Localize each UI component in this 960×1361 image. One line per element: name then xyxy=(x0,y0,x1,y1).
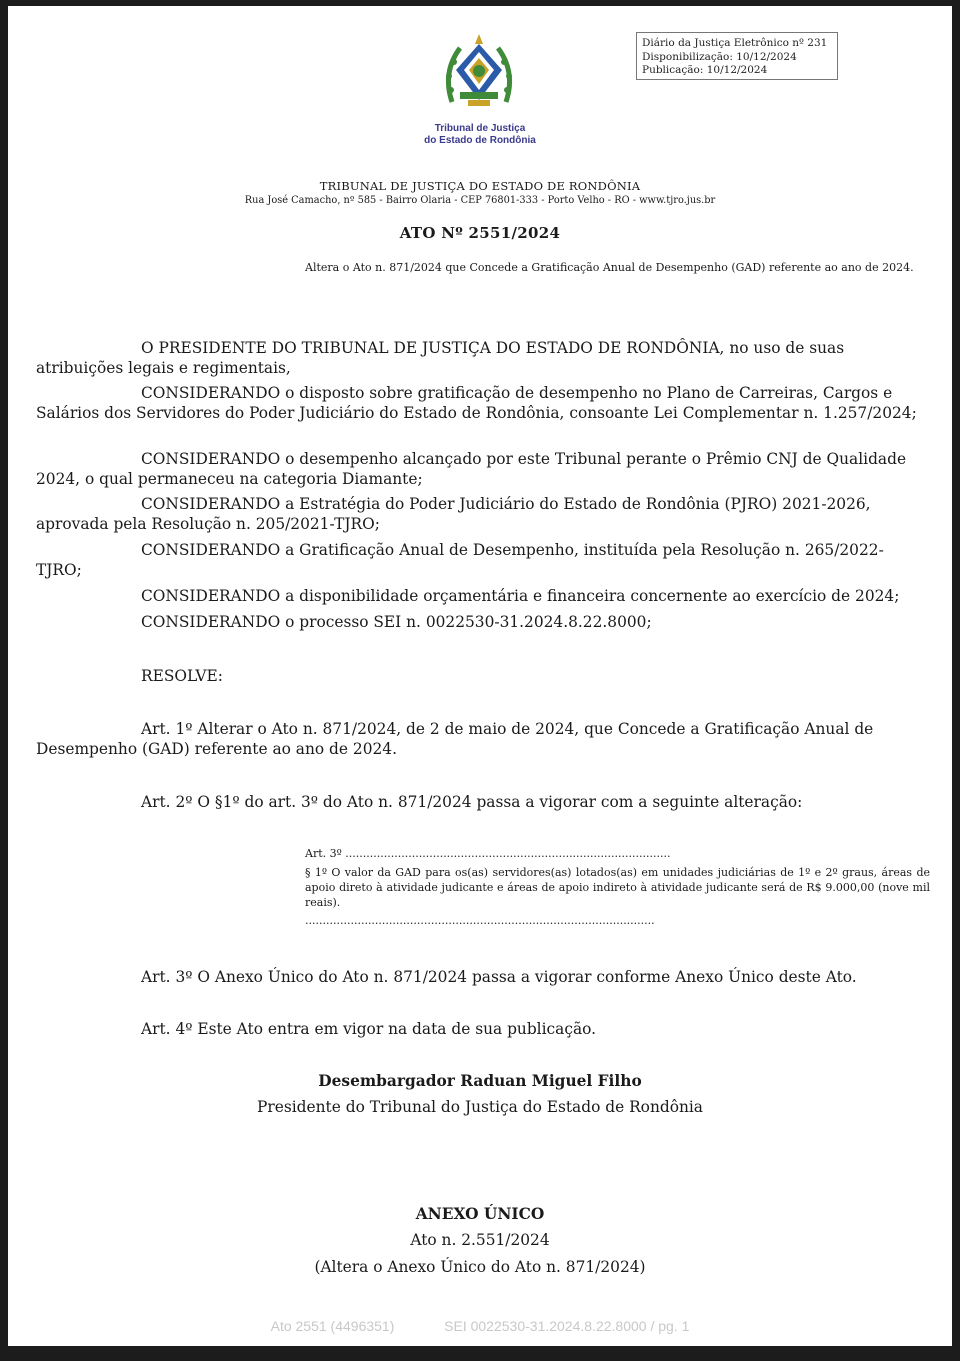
institution-name: TRIBUNAL DE JUSTIÇA DO ESTADO DE RONDÔNIA xyxy=(319,179,641,193)
article-2: Art. 2º O §1º do art. 3º do Ato n. 871/2024 passa a vigorar com a seguinte alteração: xyxy=(141,793,803,811)
document-page xyxy=(8,6,952,1346)
considerando-budget: CONSIDERANDO a disponibilidade orçamentária e financeira concernente ao exercício de 2024; xyxy=(141,587,900,605)
annex-description: (Altera o Anexo Único do Ato n. 871/2024) xyxy=(314,1258,646,1276)
page-footer xyxy=(8,1318,952,1334)
act-summary: Altera o Ato n. 871/2024 que Concede a Gratificação Anual de Desempenho (GAD) referente ao ano de 2024. xyxy=(305,261,914,274)
stamp-journal: Diário da Justiça Eletrônico nº 231 xyxy=(642,37,828,49)
considerando-sei-process: CONSIDERANDO o processo SEI n. 0022530-31.2024.8.22.8000; xyxy=(141,613,652,631)
paragraph-first-line: CONSIDERANDO o disposto sobre gratificação de desempenho no Plano de Carreiras, Cargos e xyxy=(141,384,893,402)
quoted-article-heading: Art. 3º ............................................................................................. xyxy=(305,847,671,860)
paragraph-rest: Salários dos Servidores do Poder Judiciário do Estado de Rondônia, consoante Lei Complementar n. 1.257/2024; xyxy=(36,404,917,422)
institution-address: Rua José Camacho, nº 585 - Bairro Olaria - CEP 76801-333 - Porto Velho - RO - www.tjro.jus.br xyxy=(244,195,716,206)
stamp-availability: Disponibilização: 10/12/2024 xyxy=(642,50,797,63)
quoted-ellipsis: .................................................................................................... xyxy=(305,914,655,927)
footer-document-id: Ato 2551 (4496351) xyxy=(270,1318,395,1334)
act-title: ATO Nº 2551/2024 xyxy=(399,224,561,242)
article-1 xyxy=(36,719,923,759)
considerando-strategy xyxy=(36,494,923,534)
quoted-amendment xyxy=(305,846,930,928)
logo-line-2: do Estado de Rondônia xyxy=(424,135,536,146)
paragraph-first-line: O PRESIDENTE DO TRIBUNAL DE JUSTIÇA DO ESTADO DE RONDÔNIA, no uso de suas xyxy=(141,339,845,357)
court-coat-of-arms-logo xyxy=(438,32,520,114)
footer-sei-page: SEI 0022530-31.2024.8.22.8000 / pg. 1 xyxy=(444,1318,690,1334)
paragraph-rest: atribuições legais e regimentais, xyxy=(36,359,291,377)
paragraph-first-line: Art. 1º Alterar o Ato n. 871/2024, de 2 de maio de 2024, que Concede a Gratificação Anual de xyxy=(141,720,874,738)
court-logo-text xyxy=(388,123,572,147)
preamble-president xyxy=(36,338,923,378)
paragraph-first-line: CONSIDERANDO a Gratificação Anual de Desempenho, instituída pela Resolução n. 265/2022- xyxy=(141,541,884,559)
annex-act-number: Ato n. 2.551/2024 xyxy=(410,1231,550,1249)
publication-stamp xyxy=(636,32,838,80)
annex-title: ANEXO ÚNICO xyxy=(415,1205,545,1223)
stamp-publication: Publicação: 10/12/2024 xyxy=(642,64,768,76)
paragraph-rest: aprovada pela Resolução n. 205/2021-TJRO; xyxy=(36,515,380,533)
resolve-heading: RESOLVE: xyxy=(141,667,223,685)
paragraph-first-line: CONSIDERANDO a Estratégia do Poder Judiciário do Estado de Rondônia (PJRO) 2021-2026, xyxy=(141,495,871,513)
considerando-gad xyxy=(36,540,923,580)
logo-line-1: Tribunal de Justiça xyxy=(434,123,526,134)
signatory-name: Desembargador Raduan Miguel Filho xyxy=(318,1072,642,1090)
paragraph-first-line: CONSIDERANDO o desempenho alcançado por este Tribunal perante o Prêmio CNJ de Qualidade xyxy=(141,450,907,468)
paragraph-rest: TJRO; xyxy=(36,561,82,579)
quoted-paragraph: § 1º O valor da GAD para os(as) servidores(as) lotados(as) em unidades judiciárias de 1º e 2º graus, áreas de apoio direto à atividade judicante e áreas de apoio indireto à atividade judicante será de R$ 9.000,00 (nove mil reais). xyxy=(305,866,930,909)
considerando-cnj-award xyxy=(36,449,923,489)
article-4: Art. 4º Este Ato entra em vigor na data de sua publicação. xyxy=(141,1020,597,1038)
paragraph-rest: Desempenho (GAD) referente ao ano de 2024. xyxy=(36,740,397,758)
article-3: Art. 3º O Anexo Único do Ato n. 871/2024 passa a vigorar conforme Anexo Único deste Ato. xyxy=(141,968,857,986)
considerando-career-plan xyxy=(36,383,923,423)
signatory-role: Presidente do Tribunal do Justiça do Estado de Rondônia xyxy=(257,1098,703,1116)
paragraph-rest: 2024, o qual permaneceu na categoria Diamante; xyxy=(36,470,423,488)
